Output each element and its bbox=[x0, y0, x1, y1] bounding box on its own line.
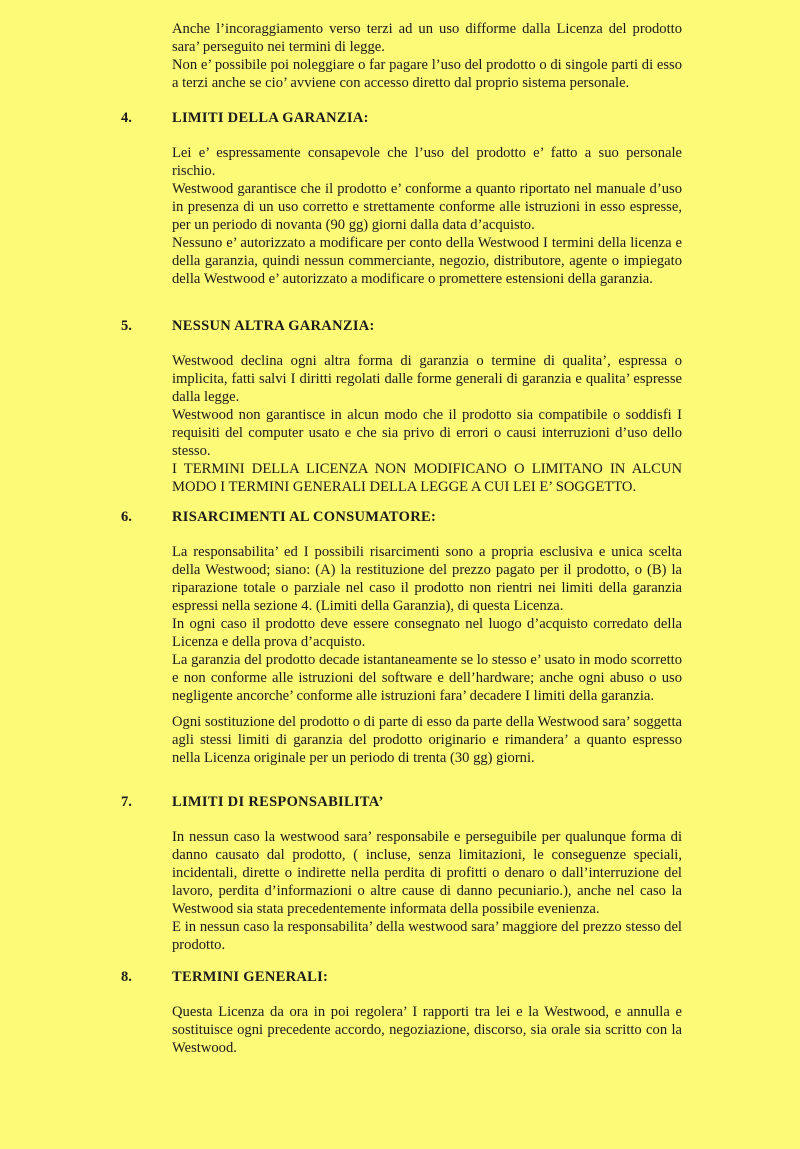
section-paragraph: Westwood garantisce che il prodotto e’ conforme a quanto riportato nel manuale d’uso in presenza di un uso corretto e strettamente conforme alle istruzioni in esso espresse, per un periodo di novanta (90 gg) giorni dalla data d’acquisto. bbox=[172, 181, 682, 233]
section-paragraph: Ogni sostituzione del prodotto o di parte di esso da parte della Westwood sara’ soggetta agli stessi limiti di garanzia del prodotto originario e rimandera’ a quanto espresso nella Licenza originale per un periodo di trenta (30 gg) giorni. bbox=[172, 714, 682, 766]
section-heading: NESSUN ALTRA GARANZIA: bbox=[172, 318, 375, 334]
section-paragraph: E in nessun caso la responsabilita’ della westwood sara’ maggiore del prezzo stesso del prodotto. bbox=[172, 919, 682, 953]
section-number: 4. bbox=[121, 110, 132, 126]
section-paragraph: In ogni caso il prodotto deve essere consegnato nel luogo d’acquisto corredato della Licenza e della prova d’acquisto. bbox=[172, 616, 682, 650]
section-body bbox=[172, 828, 682, 954]
intro-paragraph: Non e’ possibile poi noleggiare o far pagare l’uso del prodotto o di singole parti di esso a terzi anche se cio’ avviene con accesso diretto dal proprio sistema personale. bbox=[172, 57, 682, 91]
section-paragraph: La garanzia del prodotto decade istantaneamente se lo stesso e’ usato in modo scorretto e non conforme alle istruzioni del software e dell’hardware; anche ogni abuso o uso negligente ancorche’ conforme alle istruzioni fara’ decadere I limiti della garanzia. bbox=[172, 652, 682, 704]
intro-paragraph: Anche l’incoraggiamento verso terzi ad un uso difforme dalla Licenza del prodotto sara’ perseguito nei termini di legge. bbox=[172, 21, 682, 55]
section-body bbox=[172, 1003, 682, 1057]
section-number: 8. bbox=[121, 969, 132, 985]
section-paragraph: I TERMINI DELLA LICENZA NON MODIFICANO O LIMITANO IN ALCUN MODO I TERMINI GENERALI DELLA LEGGE A CUI LEI E’ SOGGETTO. bbox=[172, 461, 682, 495]
section-body bbox=[172, 144, 682, 288]
section-paragraph: Nessuno e’ autorizzato a modificare per conto della Westwood I termini della licenza e della garanzia, quindi nessun commerciante, negozio, distributore, agente o impiegato della Westwood e’ autorizzato a modificare o promettere estensioni della garanzia. bbox=[172, 235, 682, 287]
section-number: 7. bbox=[121, 794, 132, 810]
section-paragraph: Questa Licenza da ora in poi regolera’ I rapporti tra lei e la Westwood, e annulla e sostituisce ogni precedente accordo, negoziazione, discorso, sia orale sia scritto con la Westwood. bbox=[172, 1004, 682, 1056]
section-body bbox=[172, 352, 682, 496]
section-paragraph: La responsabilita’ ed I possibili risarcimenti sono a propria esclusiva e unica scelta della Westwood; siano: (A) la restituzione del prezzo pagato per il prodotto, o (B) la riparazione totale o parziale nel caso il prodotto non rientri nei limiti della garanzia espressi nella sezione 4. (Limiti della Garanzia), di questa Licenza. bbox=[172, 544, 682, 614]
section-body bbox=[172, 543, 682, 767]
section-number: 5. bbox=[121, 318, 132, 334]
section-number: 6. bbox=[121, 509, 132, 525]
section-paragraph: Lei e’ espressamente consapevole che l’uso del prodotto e’ fatto a suo personale rischio. bbox=[172, 145, 682, 179]
section-heading: LIMITI DELLA GARANZIA: bbox=[172, 110, 369, 126]
intro-block bbox=[172, 20, 682, 92]
section-paragraph: Westwood declina ogni altra forma di garanzia o termine di qualita’, espressa o implicita, fatti salvi I diritti regolati dalle forme generali di garanzia e qualita’ espresse dalla legge. bbox=[172, 353, 682, 405]
section-paragraph: Westwood non garantisce in alcun modo che il prodotto sia compatibile o soddisfi I requisiti del computer usato e che sia privo di errori o causi interruzioni d’uso dello stesso. bbox=[172, 407, 682, 459]
section-heading: RISARCIMENTI AL CONSUMATORE: bbox=[172, 509, 437, 525]
section-heading: TERMINI GENERALI: bbox=[172, 969, 329, 985]
section-heading: LIMITI DI RESPONSABILITA’ bbox=[172, 794, 384, 810]
section-paragraph: In nessun caso la westwood sara’ responsabile e perseguibile per qualunque forma di danno causato dal prodotto, ( incluse, senza limitazioni, le conseguenze speciali, incidentali, dirette o indirette nella perdita di profitti o denaro o dall’interruzione del lavoro, perdita d’informazioni o altre cause di danno pecuniario.), anche nel caso la Westwood sia stata precedentemente informata della possibile evenienza. bbox=[172, 829, 682, 917]
